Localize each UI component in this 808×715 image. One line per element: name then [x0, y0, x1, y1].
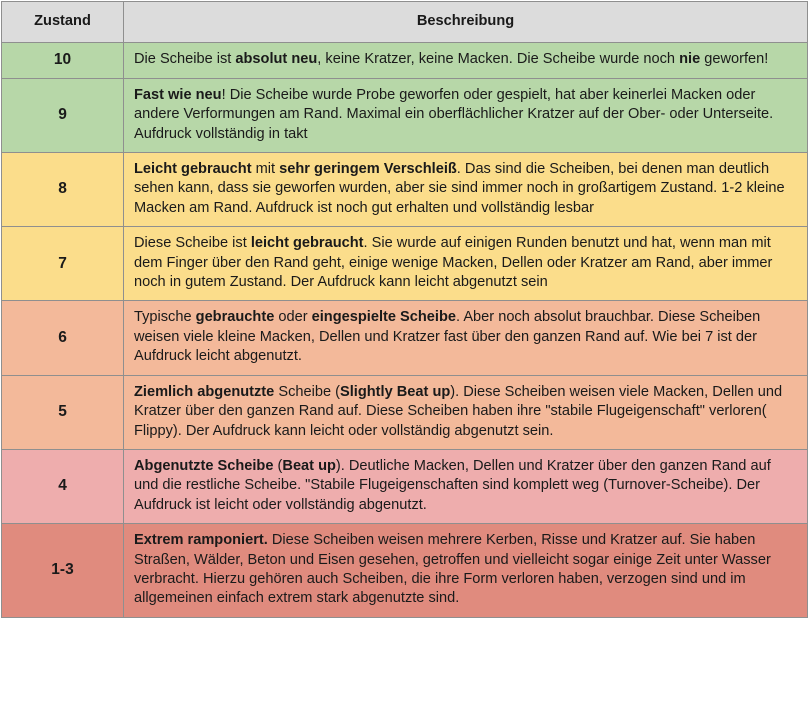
- table-row: [2, 78, 808, 152]
- description-value: Leicht gebraucht mit sehr geringem Verschleiß. Das sind die Scheiben, bei denen man deutlich sehen kann, dass sie geworfen wurden, aber sie sind immer noch in großartigem Zustand. 1-2 kleine Macken am Rand. Aufdruck ist noch gut erhalten und vollständig lesbar: [124, 153, 808, 227]
- state-value: 4: [2, 449, 124, 523]
- state-value: 7: [2, 227, 124, 301]
- state-value: 5: [2, 375, 124, 449]
- table-row: [2, 375, 808, 449]
- disc-condition-table: [1, 1, 808, 618]
- state-value: 8: [2, 153, 124, 227]
- description-value: Ziemlich abgenutzte Scheibe (Slightly Beat up). Diese Scheiben weisen viele Macken, Dellen und Kratzer über den ganzen Rand auf. Diese Scheiben haben ihre "stabile Flugeigenschaft" verloren( Flippy). Der Aufdruck kann leicht oder vollständig abgenutzt sein.: [124, 375, 808, 449]
- description-value: Fast wie neu! Die Scheibe wurde Probe geworfen oder gespielt, hat aber keinerlei Macken oder andere Verformungen am Rand. Maximal ein oberflächlicher Kratzer auf der Ober- oder Unterseite. Aufdruck vollständig in takt: [124, 78, 808, 152]
- table-row: [2, 43, 808, 78]
- column-header-state: Zustand: [2, 2, 124, 43]
- table-body: [2, 43, 808, 617]
- state-value: 1-3: [2, 524, 124, 618]
- table-row: [2, 449, 808, 523]
- table-header-row: [2, 2, 808, 43]
- table-header: [2, 2, 808, 43]
- table-row: [2, 153, 808, 227]
- state-value: 6: [2, 301, 124, 375]
- state-value: 10: [2, 43, 124, 78]
- description-value: Extrem ramponiert. Diese Scheiben weisen mehrere Kerben, Risse und Kratzer auf. Sie haben Straßen, Wälder, Beton und Eisen gesehen, getroffen und vielleicht sogar einige Zeit unter Wasser verbracht. Hierzu gehören auch Scheiben, die ihre Form verloren haben, verzogen sind und im allgemeinen einfach extrem stark abgenutzte sind.: [124, 524, 808, 618]
- state-value: 9: [2, 78, 124, 152]
- description-value: Die Scheibe ist absolut neu, keine Kratzer, keine Macken. Die Scheibe wurde noch nie geworfen!: [124, 43, 808, 78]
- description-value: Typische gebrauchte oder eingespielte Scheibe. Aber noch absolut brauchbar. Diese Scheiben weisen viele kleine Macken, Dellen und Kratzer fast über den ganzen Rand auf. Wie bei 7 ist der Aufdruck leicht abgenutzt.: [124, 301, 808, 375]
- table-row: [2, 227, 808, 301]
- column-header-description: Beschreibung: [124, 2, 808, 43]
- table-row: [2, 524, 808, 618]
- table-row: [2, 301, 808, 375]
- description-value: Diese Scheibe ist leicht gebraucht. Sie wurde auf einigen Runden benutzt und hat, wenn man mit dem Finger über den Rand geht, einige wenige Macken, Dellen oder Kratzer am Rand, aber immer noch in gutem Zustand. Der Aufdruck kann leicht abgenutzt sein: [124, 227, 808, 301]
- description-value: Abgenutzte Scheibe (Beat up). Deutliche Macken, Dellen und Kratzer über den ganzen Rand auf und die restliche Scheibe. "Stabile Flugeigenschaften sind komplett weg (Turnover-Scheibe). Der Aufdruck ist leicht oder vollständig abgenutzt.: [124, 449, 808, 523]
